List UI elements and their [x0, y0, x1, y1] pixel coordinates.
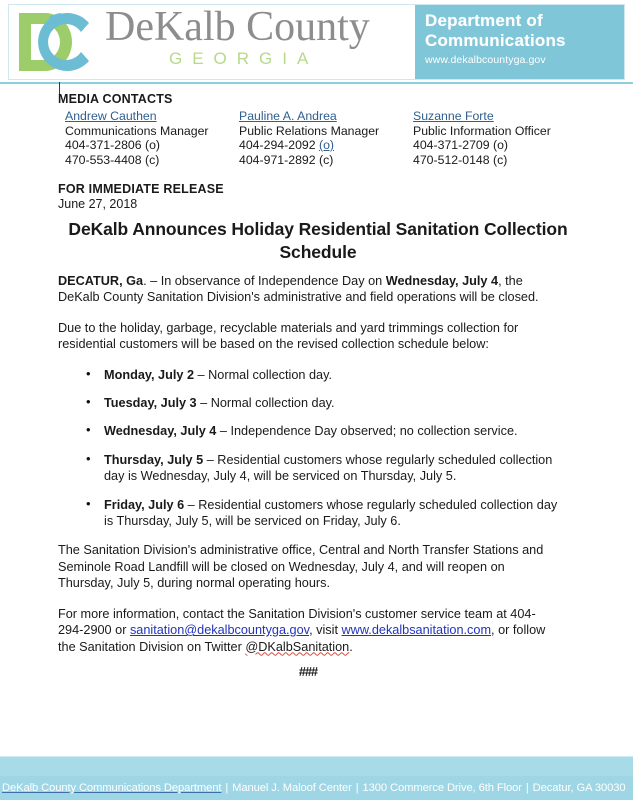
footer-city-state-zip: Decatur, GA 30030	[532, 782, 626, 794]
schedule-day: Friday, July 6	[104, 497, 185, 512]
paragraph-1-text-b: , the DeKalb County Sanitation Division's administrative and field operations will be closed.	[58, 274, 539, 305]
twitter-handle[interactable]: @DKalbSanitation	[245, 639, 350, 654]
paragraph-2: Due to the holiday, garbage, recyclable materials and yard trimmings collection for residential customers will be based on the revised collection schedule below:	[58, 320, 519, 352]
contact-title: Public Relations Manager	[239, 123, 380, 138]
end-of-release-mark: ###	[298, 665, 318, 679]
footer-separator: |	[225, 782, 229, 794]
footer-content	[2, 782, 625, 794]
schedule-day: Monday, July 2	[104, 367, 195, 382]
list-item	[58, 423, 558, 439]
contact-card	[413, 109, 587, 167]
contact-name-link[interactable]: Pauline A. Andrea	[239, 109, 337, 123]
department-panel	[415, 5, 624, 80]
schedule-detail: – Normal collection day.	[196, 396, 335, 411]
dekalb-dc-logo-icon	[15, 9, 101, 75]
contact-title: Communications Manager	[65, 123, 209, 138]
logo-state-georgia: GEORGIA	[169, 49, 319, 68]
schedule-day: Wednesday, July 4	[104, 424, 217, 439]
footer-address: 1300 Commerce Drive, 6th Floor	[362, 782, 522, 794]
contact-name-link[interactable]: Suzanne Forte	[413, 109, 494, 123]
collection-schedule-list	[58, 367, 558, 530]
contact-phone-office: 404-371-2709 (o)	[413, 138, 509, 153]
paragraph-1-text-a: . – In observance of Independence Day on	[143, 274, 386, 288]
schedule-detail: – Normal collection day.	[194, 367, 332, 382]
schedule-detail: – Independence Day observed; no collection service.	[216, 424, 518, 439]
header-inner-frame	[8, 4, 625, 80]
contact-phone-office: 404-371-2806 (o)	[65, 138, 161, 153]
contact-card	[239, 109, 413, 167]
schedule-detail: – Residential customers whose regularly scheduled collection day is Thursday, July 5, will be serviced on Friday, July 6.	[104, 497, 558, 529]
paragraph-4-text-a: For more information, contact the Sanitation Division's customer service team at 404-294-2900 or	[58, 606, 536, 638]
holiday-date-bold: Wednesday, July 4	[385, 274, 499, 288]
footer-separator: |	[355, 782, 359, 794]
footer-bar	[0, 776, 633, 800]
paragraph-dateline	[58, 273, 558, 306]
list-item	[58, 395, 558, 411]
contact-phone-office-suffix-link[interactable]: (o)	[319, 138, 335, 153]
footer-building: Manuel J. Maloof Center	[232, 782, 352, 794]
footer-separator: |	[525, 782, 529, 794]
contact-phone-office	[239, 138, 413, 153]
contact-phone-cell: 404-971-2892 (c)	[239, 152, 334, 167]
press-release-body	[58, 273, 558, 655]
media-contacts-block	[58, 92, 603, 167]
schedule-detail: – Residential customers whose regularly scheduled collection day is Wednesday, July 4, will be serviced on Thursday, July 5.	[104, 452, 553, 484]
paragraph-4-text-d: .	[349, 639, 353, 654]
page-footer	[0, 756, 633, 800]
media-contacts-row	[58, 109, 603, 167]
release-label: FOR IMMEDIATE RELEASE	[58, 182, 224, 196]
footer-department: DeKalb County Communications Department	[2, 782, 222, 794]
sanitation-website-link[interactable]: www.dekalbsanitation.com	[341, 623, 492, 638]
schedule-day: Thursday, July 5	[104, 452, 204, 467]
paragraph-4	[58, 606, 558, 655]
paragraph-3: The Sanitation Division's administrative office, Central and North Transfer Stations and Seminole Road Landfill will be closed on Wednesday, July 4, and will reopen on Thursday, July 5, during normal operating hours.	[58, 543, 544, 591]
sanitation-email-link[interactable]: sanitation@dekalbcountyga.gov	[129, 623, 310, 638]
contact-card	[65, 109, 239, 167]
release-date: June 27, 2018	[58, 197, 138, 211]
contact-name-link[interactable]: Andrew Cauthen	[65, 109, 157, 123]
schedule-day: Tuesday, July 3	[104, 396, 197, 411]
page-header	[0, 0, 633, 84]
department-title-line2: Communications	[425, 31, 566, 50]
list-item	[58, 367, 558, 383]
list-item	[58, 497, 558, 530]
logo-wordmark: DeKalb County	[105, 4, 370, 50]
media-contacts-heading: MEDIA CONTACTS	[58, 92, 173, 106]
paragraph-4-text-c: , or follow the Sanitation Division on Twitter	[58, 623, 546, 654]
department-title-line1: Department of	[425, 11, 543, 30]
contact-phone-cell: 470-512-0148 (c)	[413, 152, 508, 167]
dateline-city: DECATUR, Ga	[58, 274, 144, 288]
page-title: DeKalb Announces Holiday Residential Sanitation Collection Schedule	[68, 219, 568, 262]
release-block	[58, 182, 603, 211]
list-item	[58, 452, 558, 485]
department-url[interactable]: www.dekalbcountyga.gov	[425, 54, 546, 66]
contact-phone-office-number: 404-294-2092	[239, 138, 319, 153]
contact-phone-cell: 470-553-4408 (c)	[65, 152, 160, 167]
contact-title: Public Information Officer	[413, 123, 551, 138]
paragraph-4-text-b: , visit	[309, 623, 342, 638]
